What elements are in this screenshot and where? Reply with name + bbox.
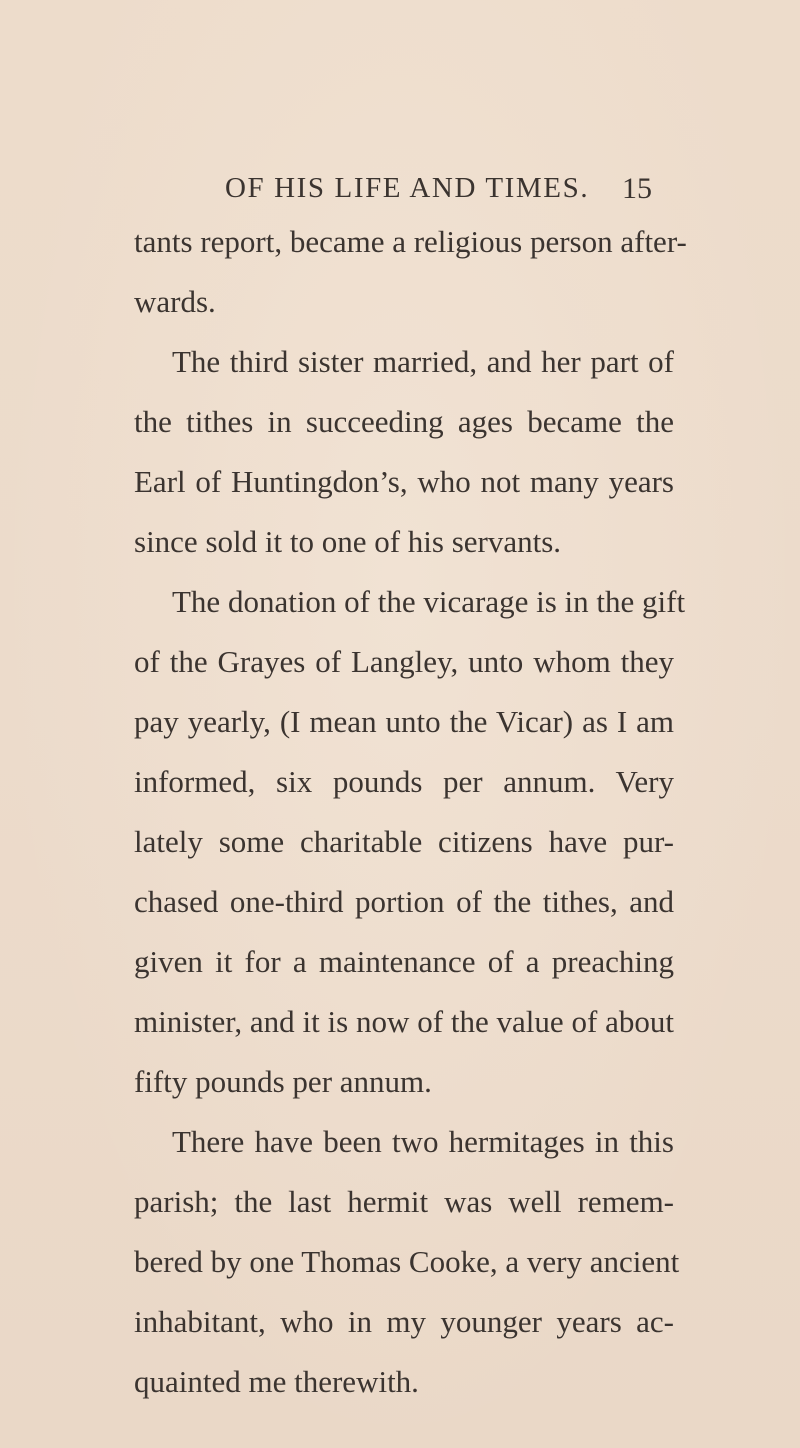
- text-line: pay yearly, (I mean unto the Vicar) as I am: [134, 704, 674, 739]
- text-line: fifty pounds per annum.: [134, 1064, 432, 1099]
- text-line: since sold it to one of his servants.: [134, 524, 562, 559]
- page-number: 15: [622, 172, 652, 205]
- text-line: chased one-third portion of the tithes, and: [134, 884, 674, 919]
- text-line: minister, and it is now of the value of about: [134, 1004, 674, 1039]
- text-line: informed, six pounds per annum. Very: [134, 764, 674, 799]
- text-line: given it for a maintenance of a preaching: [134, 944, 674, 979]
- running-title: OF HIS LIFE AND TIMES.: [225, 172, 590, 204]
- page-header: [0, 168, 800, 208]
- text-line: tants report, became a religious person after-: [134, 224, 687, 259]
- text-line: inhabitant, who in my younger years ac-: [134, 1304, 674, 1339]
- text-line: lately some charitable citizens have pur-: [134, 824, 674, 859]
- text-line: wards.: [134, 284, 216, 319]
- text-line: bered by one Thomas Cooke, a very ancient: [134, 1244, 680, 1279]
- text-line: the tithes in succeeding ages became the: [134, 404, 674, 439]
- text-line: parish; the last hermit was well remem-: [134, 1184, 674, 1219]
- text-line: of the Grayes of Langley, unto whom they: [134, 644, 674, 679]
- text-line: The donation of the vicarage is in the gift: [172, 584, 686, 619]
- text-line: Earl of Huntingdon’s, who not many years: [134, 464, 674, 499]
- text-line: quainted me therewith.: [134, 1364, 419, 1399]
- text-line: There have been two hermitages in this: [172, 1124, 674, 1159]
- text-line: The third sister married, and her part of: [172, 344, 674, 379]
